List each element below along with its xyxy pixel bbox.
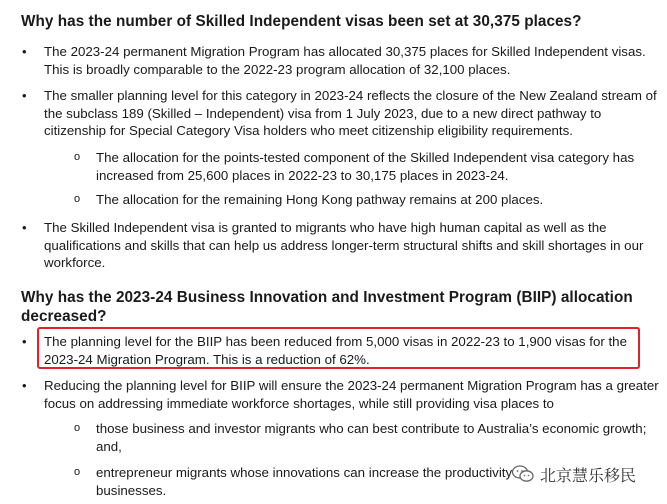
- sub-list-item: The allocation for the remaining Hong Kong pathway remains at 200 places.: [96, 192, 544, 207]
- bullet-symbol: •: [22, 44, 27, 59]
- watermark: [512, 461, 662, 487]
- list-item: The 2023-24 permanent Migration Program has allocated 30,375 places for Skilled Independent visas. This is broadly comparable to the 2022-23 program allocation of 32,100 places.: [44, 44, 646, 77]
- bullet-symbol: •: [22, 88, 27, 103]
- wechat-icon: [512, 465, 534, 483]
- sub-list-item: those business and investor migrants who can best contribute to Australia’s economic growth; and,: [96, 421, 647, 454]
- sub-list-item: The allocation for the points-tested component of the Skilled Independent visa category has increased from 25,600 places in 2022-23 to 30,175 places in 2023-24.: [96, 150, 635, 183]
- bullet-symbol: •: [22, 334, 27, 349]
- sub-bullet-symbol: o: [74, 422, 81, 434]
- watermark-text: 北京慧乐移民: [538, 463, 638, 486]
- sub-bullet-symbol: o: [74, 193, 81, 205]
- sub-list-item: entrepreneur migrants whose innovations can increase the productivity businesses.: [96, 465, 513, 498]
- bullet-symbol: •: [22, 220, 27, 235]
- sub-bullet-symbol: o: [74, 151, 81, 163]
- section-heading-skilled-independent: Why has the number of Skilled Independent visas been set at 30,375 places?: [21, 13, 582, 30]
- sub-bullet-symbol: o: [74, 466, 81, 478]
- list-item: The Skilled Independent visa is granted to migrants who have high human capital as well as the qualifications and skills that can help us address longer-term structural shifts and skill shortages in our workforce.: [44, 220, 644, 270]
- list-item-highlighted: The planning level for the BIIP has been reduced from 5,000 visas in 2022-23 to 1,900 visas for the 2023-24 Migration Program. This is a reduction of 62%.: [44, 334, 627, 367]
- bullet-symbol: •: [22, 378, 27, 393]
- section-heading-biip: Why has the 2023-24 Business Innovation and Investment Program (BIIP) allocation decreased?: [21, 289, 633, 325]
- list-item: Reducing the planning level for BIIP will ensure the 2023-24 permanent Migration Program has a greater focus on addressing immediate workforce shortages, while still providing visa places to: [44, 378, 659, 411]
- list-item: The smaller planning level for this category in 2023-24 reflects the closure of the New Zealand stream of the subclass 189 (Skilled – Independent) visa from 1 July 2023, due to a new direct pathway to citizenship for Special Category Visa holders who meet citizenship eligibility requirements.: [44, 88, 657, 138]
